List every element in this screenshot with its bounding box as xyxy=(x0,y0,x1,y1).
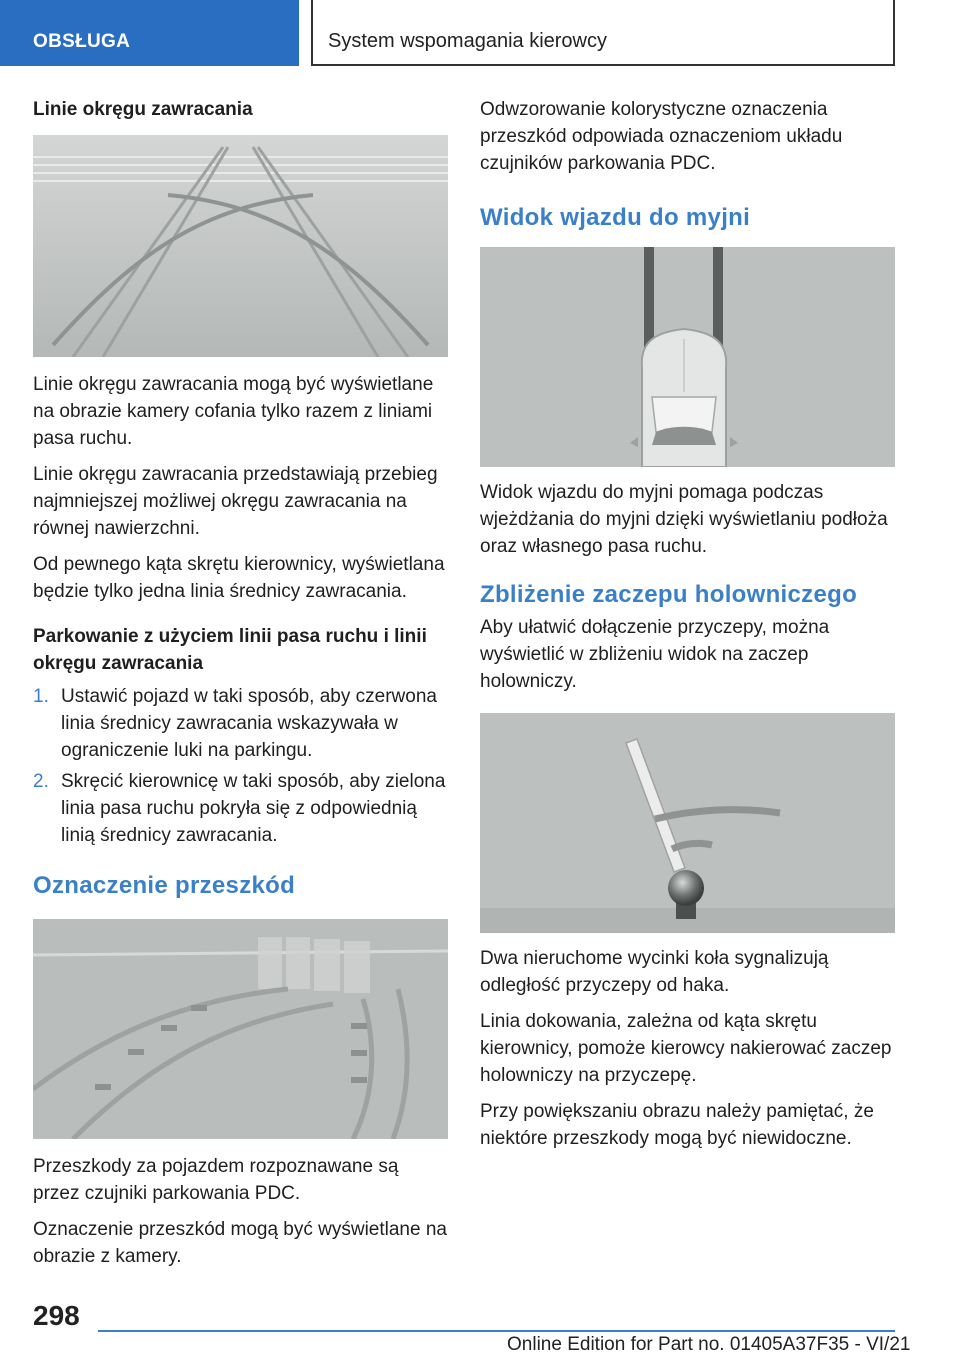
turning-circle-image xyxy=(33,135,448,357)
hitch-paragraph-3: Linia dokowania, zależna od kąta skrętu kierownicy, pomoże kierowcy nakierować zaczep holowniczy na przyczepę. xyxy=(480,1011,892,1086)
chapter-tab xyxy=(311,0,895,66)
hitch-zoom-image xyxy=(480,713,895,933)
turning-circle-paragraph-1: Linie okręgu zawracania mogą być wyświetlane na obrazie kamery cofania tylko razem z liniami pasa ruchu. xyxy=(33,374,434,449)
step-number: 1. xyxy=(33,686,49,707)
obstacle-paragraph-1: Przeszkody za pojazdem rozpoznawane są przez czujniki parkowania PDC. xyxy=(33,1156,399,1204)
footer-divider xyxy=(98,1330,895,1332)
turning-circle-paragraph-2: Linie okręgu zawracania przedstawiają przebieg najmniejszej możliwej okręgu zawracania na równej nawierzchni. xyxy=(33,464,438,539)
step-number: 2. xyxy=(33,771,49,792)
heading-obstacle-marking: Oznaczenie przeszkód xyxy=(33,872,296,899)
turning-circle-paragraph-3: Od pewnego kąta skrętu kierownicy, wyświetlana będzie tylko jedna linia średnicy zawracania. xyxy=(33,554,445,602)
parking-steps-list xyxy=(33,683,448,849)
car-wash-paragraph: Widok wjazdu do myjni pomaga podczas wjeżdżania do myjni dzięki wyświetlaniu podłoża oraz własnego pasa ruchu. xyxy=(480,482,888,557)
hitch-paragraph: Aby ułatwić dołączenie przyczepy, można wyświetlić w zbliżeniu widok na zaczep holowniczy. xyxy=(480,617,830,692)
heading-hitch-zoom: Zbliżenie zaczepu holowniczego xyxy=(480,581,858,608)
step-text: Ustawić pojazd w taki sposób, aby czerwona linia średnicy zawracania wskazywała w ograniczenie luki na parkingu. xyxy=(61,686,437,761)
hitch-paragraph-2: Dwa nieruchome wycinki koła sygnalizują odległość przyczepy od haka. xyxy=(480,948,829,996)
chapter-label: System wspomagania kierowcy xyxy=(328,30,607,52)
obstacle-marking-image xyxy=(33,919,448,1139)
left-column xyxy=(33,96,448,1279)
right-column xyxy=(480,96,895,1161)
obstacle-paragraph-2: Oznaczenie przeszkód mogą być wyświetlane na obrazie z kamery. xyxy=(33,1219,447,1267)
step-text: Skręcić kierownicę w taki sposób, aby zielona linia pasa ruchu pokryła się z odpowiednią linią średnicy zawracania. xyxy=(61,771,446,846)
car-wash-image xyxy=(480,247,895,467)
color-mapping-paragraph: Odwzorowanie kolorystyczne oznaczenia przeszkód odpowiada oznaczeniom układu czujników parkowania PDC. xyxy=(480,99,843,174)
heading-turning-circle: Linie okręgu zawracania xyxy=(33,99,253,120)
edition-note: Online Edition for Part no. 01405A37F35 - VI/21 xyxy=(507,1334,911,1355)
heading-car-wash-view: Widok wjazdu do myjni xyxy=(480,204,751,231)
list-item xyxy=(33,683,448,764)
list-item xyxy=(33,768,448,849)
heading-parking-lines: Parkowanie z użyciem linii pasa ruchu i linii okręgu zawracania xyxy=(33,626,427,674)
hitch-paragraph-4: Przy powiększaniu obrazu należy pamiętać, że niektóre przeszkody mogą być niewidoczne. xyxy=(480,1101,874,1149)
page-number: 298 xyxy=(33,1300,80,1331)
section-label: OBSŁUGA xyxy=(33,31,131,52)
section-tab xyxy=(0,0,299,66)
